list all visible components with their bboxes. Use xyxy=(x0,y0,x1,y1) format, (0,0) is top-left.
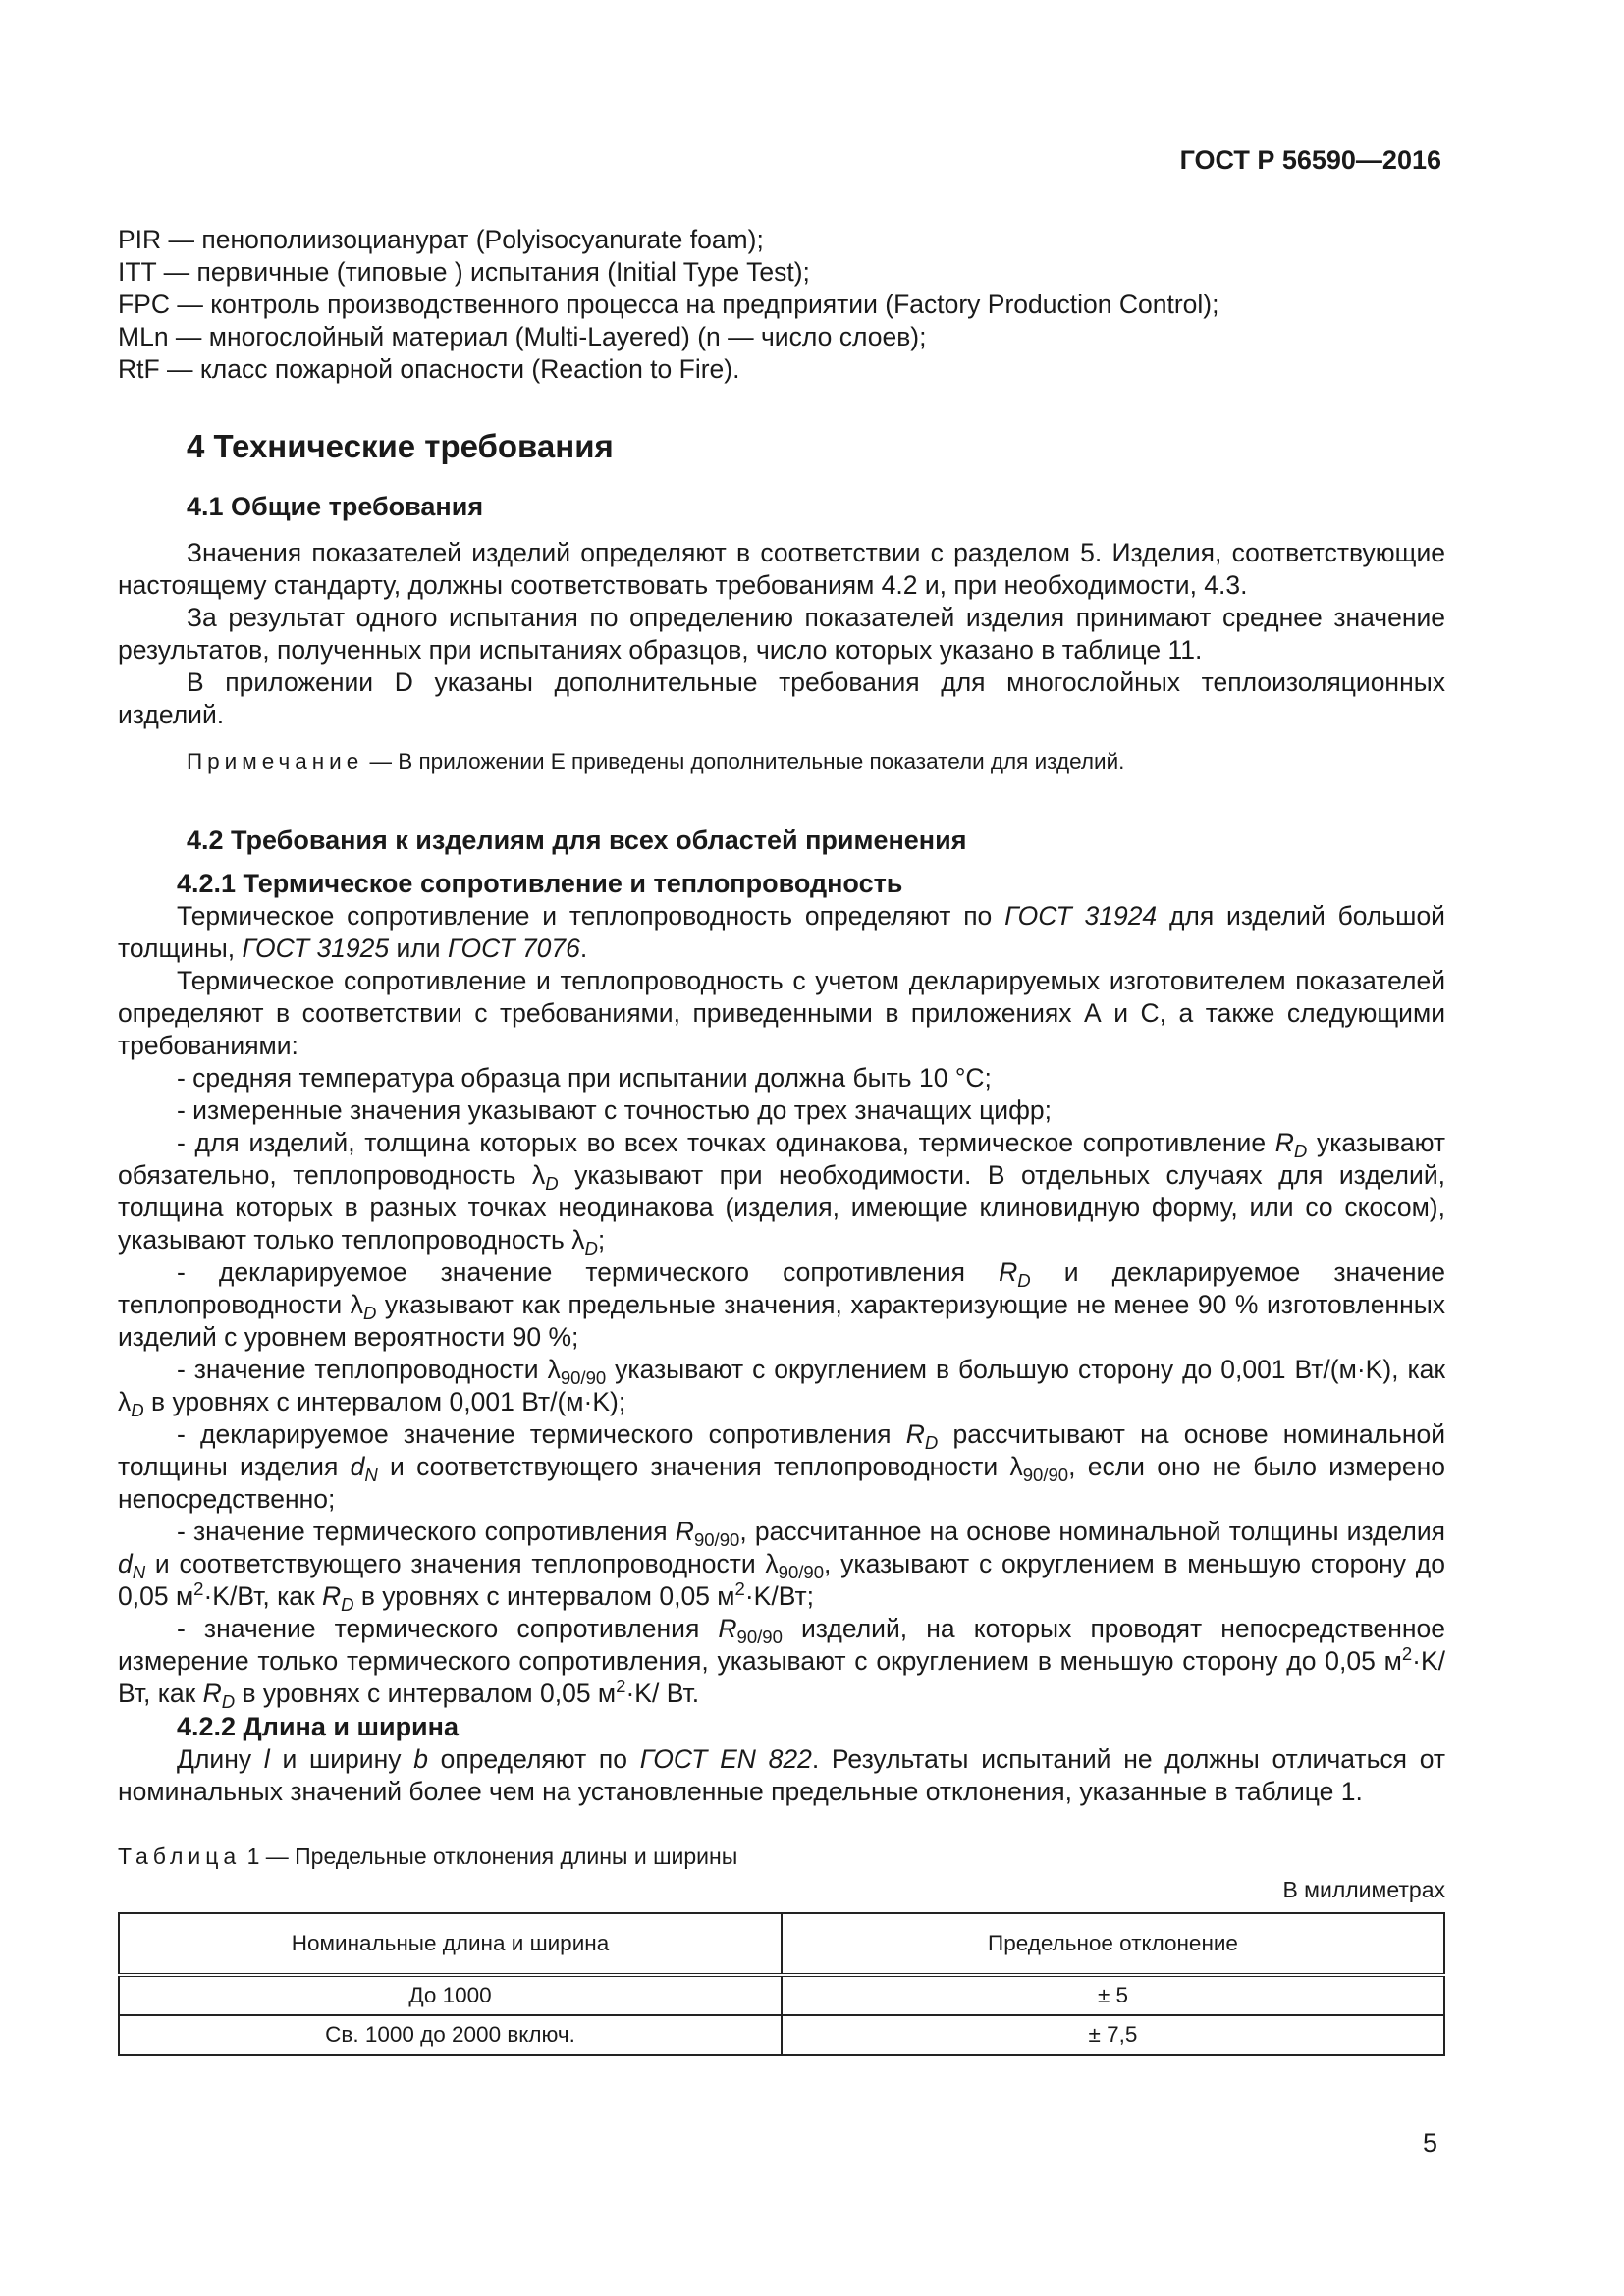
list-item xyxy=(118,1516,1445,1613)
subscript: D xyxy=(363,1303,377,1323)
section-4-heading: 4 Технические требования xyxy=(187,428,614,464)
subscript: N xyxy=(132,1562,146,1582)
superscript: 2 xyxy=(616,1676,626,1696)
standard-reference: ГОСТ 31925 xyxy=(242,934,390,963)
superscript: 2 xyxy=(734,1578,745,1599)
subscript: N xyxy=(364,1465,378,1485)
list-item xyxy=(118,1613,1445,1710)
text: ·K/Вт, как xyxy=(118,1646,1445,1708)
symbol: λ xyxy=(547,1355,561,1384)
section-4-1-heading: 4.1 Общие требования xyxy=(187,492,484,521)
subscript: 90/90 xyxy=(778,1562,825,1582)
text: ·K/ Вт. xyxy=(625,1679,700,1708)
paragraph: Термическое сопротивление и теплопроводность с учетом декларируемых изготовителем показателей определяют в соответствии с требованиями, приведенными в приложениях А и С, а также следующими требованиями: xyxy=(118,966,1445,1060)
section-4-2-1-heading: 4.2.1 Термическое сопротивление и теплопроводность xyxy=(177,869,903,898)
text: - значение термического сопротивления xyxy=(177,1614,719,1643)
text: - для изделий, толщина которых во всех точках одинакова, термическое сопротивление xyxy=(177,1128,1275,1157)
list-item xyxy=(118,1354,1445,1418)
text: . xyxy=(579,934,588,963)
text: Термическое сопротивление и теплопроводность определяют по xyxy=(177,901,1005,931)
table-header-cell: Предельное отклонение xyxy=(782,1913,1444,1975)
abbreviation-item: PIR — пенополиизоцианурат (Polyisocyanurate foam); xyxy=(118,225,764,254)
text: Длину xyxy=(177,1744,264,1774)
tolerance-table xyxy=(118,1912,1445,2056)
table-caption xyxy=(118,1842,1445,1871)
text: изделий, на которых проводят непосредственное измерение только термического сопротивления, указывают с округлением в меньшую сторону до 0,05 м xyxy=(118,1614,1445,1676)
text: указывают обязательно, теплопроводность xyxy=(118,1128,1445,1190)
symbol: l xyxy=(263,1744,270,1774)
list-item: - средняя температура образца при испытании должна быть 10 °С; xyxy=(177,1063,992,1093)
subscript: 90/90 xyxy=(1022,1465,1069,1485)
text: и декларируемое значение теплопроводности xyxy=(118,1257,1446,1319)
list-item xyxy=(118,1418,1445,1516)
section-4-2-2-heading: 4.2.2 Длина и ширина xyxy=(177,1712,459,1741)
table-row xyxy=(119,2015,1444,2055)
table-cell: Св. 1000 до 2000 включ. xyxy=(119,2015,782,2055)
document-code: ГОСТ Р 56590—2016 xyxy=(1179,145,1441,175)
paragraph: Значения показателей изделий определяют в соответствии с разделом 5. Изделия, соответствующие настоящему стандарту, должны соответствовать требованиям 4.2 и, при необходимости, 4.3. xyxy=(118,538,1445,600)
text: ; xyxy=(597,1225,606,1255)
text: , если оно не было измерено непосредственно; xyxy=(118,1452,1446,1514)
text: и ширину xyxy=(269,1744,414,1774)
table-caption-text: 1 — Предельные отклонения длины и ширины xyxy=(241,1843,738,1869)
abbreviation-item: RtF — класс пожарной опасности (Reaction to Fire). xyxy=(118,354,740,384)
text: . Результаты испытаний не должны отличаться от номинальных значений более чем на установленные предельные отклонения, указанные в таблице 1. xyxy=(118,1744,1445,1806)
subscript: D xyxy=(131,1400,144,1420)
table-header-row xyxy=(119,1913,1444,1975)
text: в уровнях с интервалом 0,05 м xyxy=(235,1679,617,1708)
note-text: — В приложении E приведены дополнительные показатели для изделий. xyxy=(363,749,1125,774)
text: указывают при необходимости. В отдельных случаях для изделий, толщина которых в разных точках неодинакова (изделия, имеющие клиновидную форму, или со скосом), указывают только теплопроводность xyxy=(118,1160,1445,1255)
text: и соответствующего значения теплопроводности xyxy=(377,1452,1010,1481)
subscript: D xyxy=(584,1238,598,1258)
paragraph xyxy=(118,900,1445,965)
paragraph xyxy=(118,1743,1445,1808)
symbol: d xyxy=(350,1452,365,1481)
table-caption-label: Таблица xyxy=(118,1843,242,1869)
section-4-2-heading: 4.2 Требования к изделиям для всех областей применения xyxy=(187,826,967,855)
symbol: λ xyxy=(350,1290,363,1319)
symbol: R xyxy=(905,1419,925,1449)
list-item xyxy=(118,1127,1445,1256)
paragraph: В приложении D указаны дополнительные требования для многослойных теплоизоляционных изделий. xyxy=(118,667,1445,729)
page-content xyxy=(118,224,1445,2056)
text: ·K/Вт; xyxy=(744,1581,814,1611)
text: - значение термического сопротивления xyxy=(177,1517,676,1546)
standard-reference: ГОСТ EN 822 xyxy=(639,1744,812,1774)
symbol: R xyxy=(321,1581,342,1611)
table-unit-note: В миллиметрах xyxy=(1282,1877,1445,1902)
symbol: b xyxy=(413,1744,428,1774)
text: ·K/Вт, как xyxy=(203,1581,322,1611)
text: в уровнях с интервалом 0,001 Вт/(м·K); xyxy=(143,1387,626,1416)
symbol: λ xyxy=(531,1160,546,1190)
text: , рассчитанное на основе номинальной толщины изделия xyxy=(739,1517,1445,1546)
text: указывают с округлением в большую сторону до 0,001 Вт/(м·K), как xyxy=(606,1355,1445,1384)
standard-reference: ГОСТ 31924 xyxy=(1004,901,1158,931)
paragraph: За результат одного испытания по определению показателей изделия принимают среднее значение результатов, полученных при испытаниях образцов, число которых указано в таблице 11. xyxy=(118,603,1445,665)
text: - декларируемое значение термического сопротивления xyxy=(177,1257,1000,1287)
text: указывают как предельные значения, характеризующие не менее 90 % изготовленных изделий с уровнем вероятности 90 %; xyxy=(118,1290,1446,1352)
text: в уровнях с интервалом 0,05 м xyxy=(353,1581,735,1611)
subscript: 90/90 xyxy=(560,1367,607,1388)
table-cell: ± 7,5 xyxy=(782,2015,1444,2055)
symbol: R xyxy=(202,1679,222,1708)
text: или xyxy=(389,934,448,963)
abbreviation-item: FPC — контроль производственного процесса на предприятии (Factory Production Control); xyxy=(118,290,1219,319)
symbol: R xyxy=(1274,1128,1294,1157)
abbreviations-list xyxy=(118,224,1445,386)
symbol: R xyxy=(999,1257,1018,1287)
subscript: 90/90 xyxy=(693,1529,740,1550)
symbol: λ xyxy=(765,1549,779,1578)
subscript: D xyxy=(341,1594,354,1615)
text: для изделий большой толщины, xyxy=(118,901,1445,963)
text: - декларируемое значение термического сопротивления xyxy=(177,1419,906,1449)
abbreviation-item: ITT — первичные (типовые ) испытания (Initial Type Test); xyxy=(118,257,810,287)
symbol: R xyxy=(718,1614,737,1643)
note xyxy=(187,747,1445,776)
text: и соответствующего значения теплопроводности xyxy=(145,1549,766,1578)
symbol: λ xyxy=(571,1225,585,1255)
table-row xyxy=(119,1975,1444,2015)
subscript: D xyxy=(545,1173,559,1194)
subscript: D xyxy=(1017,1270,1031,1291)
subscript: D xyxy=(924,1432,939,1453)
text: , указывают с округлением в меньшую сторону до 0,05 м xyxy=(118,1549,1445,1611)
subscript: D xyxy=(221,1691,236,1712)
standard-reference: ГОСТ 7076 xyxy=(447,934,580,963)
table-cell: ± 5 xyxy=(782,1975,1444,2015)
list-item: - измеренные значения указывают с точностью до трех значащих цифр; xyxy=(177,1095,1053,1125)
symbol: d xyxy=(118,1549,133,1578)
superscript: 2 xyxy=(1401,1643,1413,1664)
abbreviation-item: MLn — многослойный материал (Multi-Layered) (n — число слоев); xyxy=(118,322,927,351)
page-number: 5 xyxy=(1422,2128,1437,2158)
table-header-cell: Номинальные длина и ширина xyxy=(119,1913,782,1975)
text: определяют по xyxy=(427,1744,640,1774)
table-cell: До 1000 xyxy=(119,1975,782,2015)
subscript: D xyxy=(1293,1141,1308,1161)
symbol: λ xyxy=(118,1387,132,1416)
note-label: Примечание xyxy=(187,749,364,774)
subscript: 90/90 xyxy=(736,1627,783,1647)
symbol: λ xyxy=(1009,1452,1023,1481)
text: рассчитывают на основе номинальной толщины изделия xyxy=(118,1419,1446,1481)
superscript: 2 xyxy=(193,1578,204,1599)
text: - значение теплопроводности xyxy=(177,1355,548,1384)
symbol: R xyxy=(675,1517,694,1546)
list-item xyxy=(118,1256,1445,1354)
